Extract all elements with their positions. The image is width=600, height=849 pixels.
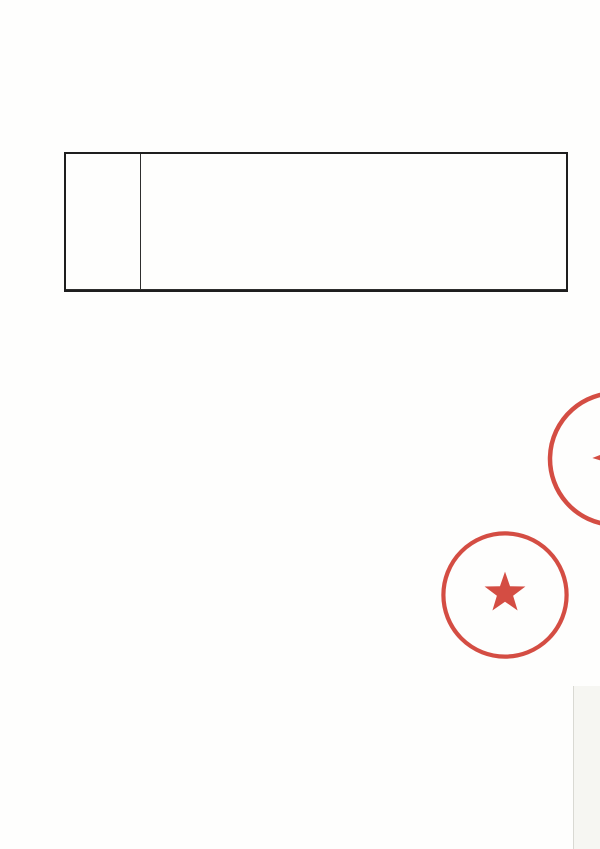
edge-round-stamp	[520, 363, 600, 555]
conclusion-cell	[141, 154, 566, 289]
conclusion-label	[66, 154, 141, 289]
report-table	[64, 152, 568, 292]
issue-date-line	[478, 232, 550, 277]
signoff-area	[0, 690, 600, 770]
official-round-stamp	[435, 525, 575, 665]
scan-edge-shadow	[574, 686, 600, 849]
stamp-star-icon	[587, 428, 600, 482]
table-row-conclusion	[66, 154, 566, 290]
stamp-star-icon	[485, 572, 526, 611]
scan-edge-line	[573, 686, 574, 849]
